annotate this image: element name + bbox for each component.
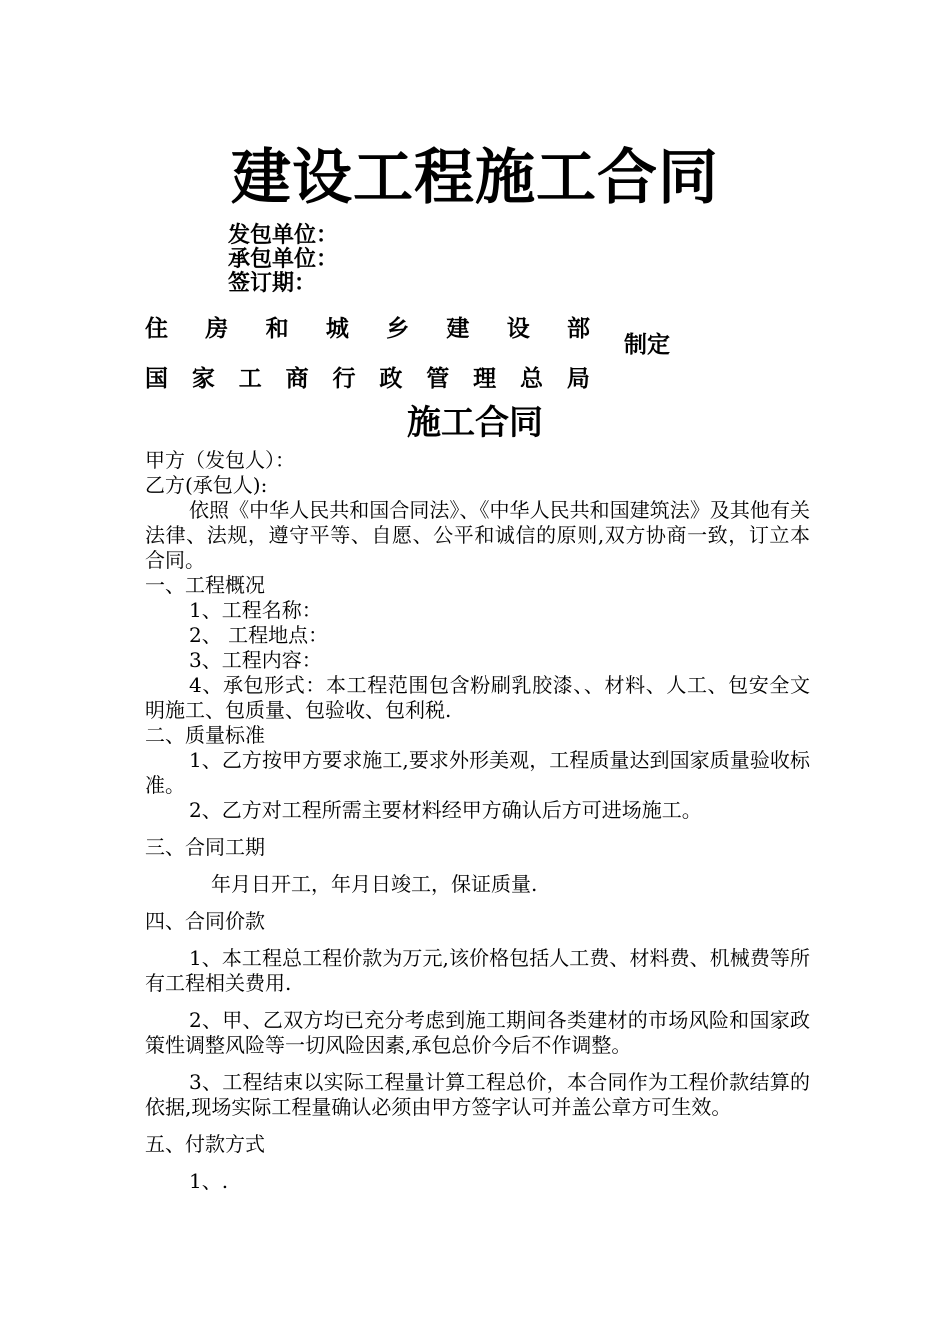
section-heading: 三、合同工期 — [145, 835, 265, 859]
section-heading: 二、质量标准 — [145, 723, 265, 747]
clause-item: 3、工程内容： — [189, 648, 322, 672]
clause-item: 3、工程结束以实际工程量计算工程总价，本合同作为工程价款结算的依据,现场实际工程量确认必须由甲方签字认可并盖公章方可生效。 — [145, 1070, 810, 1119]
issuer-char: 政 — [379, 366, 403, 392]
contractor-label: 承包单位： — [228, 247, 339, 272]
section-heading: 一、工程概况 — [145, 573, 265, 597]
contract-meta — [228, 224, 338, 296]
issuer-char: 工 — [238, 366, 262, 392]
issuer-char: 建 — [446, 316, 470, 342]
clause-item: 1、. — [189, 1169, 229, 1193]
issuer-char: 局 — [566, 366, 590, 392]
section-heading: 五、付款方式 — [145, 1132, 265, 1156]
issuer-char: 理 — [473, 366, 497, 392]
party-b-line: 乙方(承包人): — [145, 473, 268, 497]
clause-item: 2、 工程地点： — [189, 623, 329, 647]
contract-body — [145, 448, 810, 1194]
issuer-char: 国 — [145, 366, 168, 392]
issuer-char: 设 — [506, 316, 530, 342]
sign-date-label: 签订期： — [228, 271, 317, 296]
section-heading: 四、合同价款 — [145, 909, 265, 933]
issuer-char: 部 — [566, 316, 590, 342]
employer-label: 发包单位： — [228, 223, 339, 248]
issuer-char: 城 — [325, 316, 349, 342]
issuer-char: 和 — [265, 316, 289, 342]
issuer-char: 总 — [520, 366, 543, 392]
issuer-char: 管 — [426, 366, 450, 392]
clause-item: 1、乙方按甲方要求施工,要求外形美观，工程质量达到国家质量验收标准。 — [145, 748, 810, 797]
preamble-paragraph: 依照《中华人民共和国合同法》、《中华人民共和国建筑法》及其他有关法律、法规，遵守平等、自愿、公平和诚信的原则,双方协商一致，订立本合同。 — [145, 498, 810, 572]
issuer-char: 商 — [285, 366, 309, 392]
party-a-line: 甲方（发包人）： — [145, 448, 295, 472]
clause-item: 1、本工程总工程价款为万元,该价格包括人工费、材料费、机械费等所有工程相关费用. — [145, 946, 810, 995]
document-title: 建设工程施工合同 — [231, 143, 719, 213]
clause-item: 年月日开工，年月日竣工，保证质量. — [211, 872, 538, 896]
issuer-char: 房 — [205, 316, 229, 342]
issuer-char: 乡 — [386, 316, 410, 342]
issuer-char: 住 — [145, 316, 168, 342]
issuer-suffix: 制定 — [624, 332, 670, 358]
section-title: 施工合同 — [407, 403, 543, 443]
issuer-administration — [145, 360, 590, 393]
clause-item: 4、承包形式：本工程范围包含粉刷乳胶漆、、材料、人工、包安全文明施工、包质量、包验收、包利税. — [145, 673, 810, 722]
clause-item: 2、乙方对工程所需主要材料经甲方确认后方可进场施工。 — [189, 798, 702, 822]
issuer-ministry — [145, 310, 590, 343]
issuer-char: 行 — [332, 366, 356, 392]
clause-item: 1、工程名称： — [189, 598, 322, 622]
issuer-char: 家 — [191, 366, 215, 392]
clause-item: 2、甲、乙双方均已充分考虑到施工期间各类建材的市场风险和国家政策性调整风险等一切风险因素,承包总价今后不作调整。 — [145, 1008, 810, 1057]
